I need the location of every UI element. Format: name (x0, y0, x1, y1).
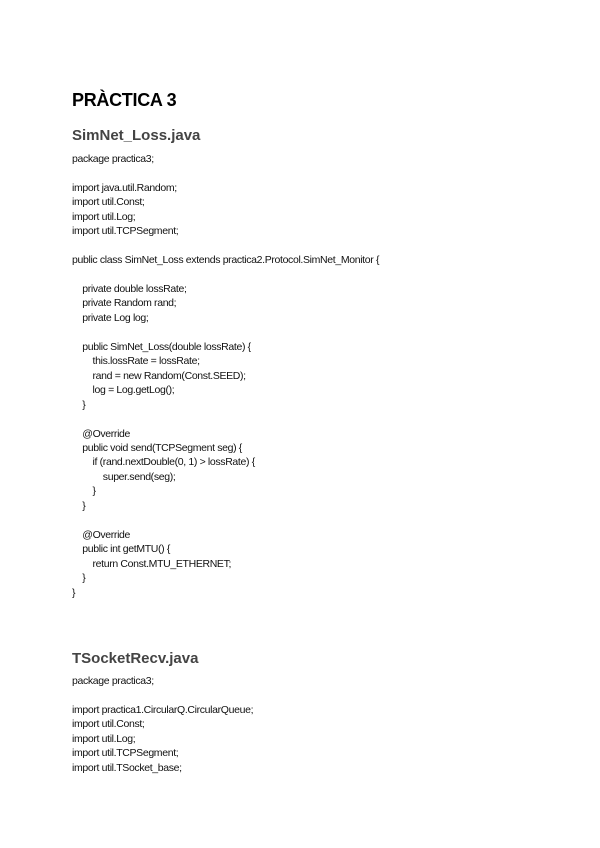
code-line: import util.TCPSegment; (72, 747, 179, 760)
code-line: } (72, 586, 76, 599)
code-line: } (72, 499, 86, 512)
code-line: private Random rand; (72, 297, 177, 310)
code-line: public int getMTU() { (72, 543, 171, 556)
code-line: } (72, 572, 86, 585)
code-line: } (72, 485, 96, 498)
code-line: public void send(TCPSegment seg) { (72, 441, 242, 454)
code-line: package practica3; (72, 675, 154, 687)
code-line (72, 166, 379, 180)
code-block-simnet-loss (72, 152, 379, 600)
code-line: public SimNet_Loss(double lossRate) { (72, 340, 251, 353)
document-title: PRÀCTICA 3 (72, 90, 177, 110)
code-line (72, 239, 379, 253)
code-line: import java.util.Random; (72, 181, 177, 194)
code-line: } (72, 398, 86, 411)
code-line: this.lossRate = lossRate; (72, 355, 200, 368)
section-heading-simnet-loss: SimNet_Loss.java (72, 127, 201, 144)
code-line: return Const.MTU_ETHERNET; (72, 557, 232, 570)
code-line: import util.TCPSegment; (72, 225, 179, 238)
code-line: @Override (72, 528, 131, 541)
code-line: @Override (72, 427, 131, 440)
code-line (72, 268, 379, 282)
code-line: import util.TSocket_base; (72, 761, 182, 774)
code-line (72, 513, 379, 527)
code-line: private Log log; (72, 311, 149, 324)
code-line (72, 412, 379, 426)
code-line: import util.Const; (72, 718, 145, 731)
section-heading-tsocketrecv: TSocketRecv.java (72, 650, 199, 667)
code-line: log = Log.getLog(); (72, 384, 175, 397)
code-line: rand = new Random(Const.SEED); (72, 369, 246, 382)
code-line: if (rand.nextDouble(0, 1) > lossRate) { (72, 456, 255, 469)
code-line (72, 325, 379, 339)
code-line: public class SimNet_Loss extends practica2.Protocol.SimNet_Monitor { (72, 254, 380, 267)
code-line: super.send(seg); (72, 470, 176, 483)
code-line: import util.Log; (72, 210, 136, 223)
code-block-tsocketrecv (72, 674, 253, 775)
code-line (72, 688, 253, 702)
code-line: private double lossRate; (72, 283, 187, 296)
code-line: import util.Const; (72, 196, 145, 209)
code-line: package practica3; (72, 153, 154, 165)
code-line: import practica1.CircularQ.CircularQueue; (72, 703, 254, 716)
code-line: import util.Log; (72, 732, 136, 745)
